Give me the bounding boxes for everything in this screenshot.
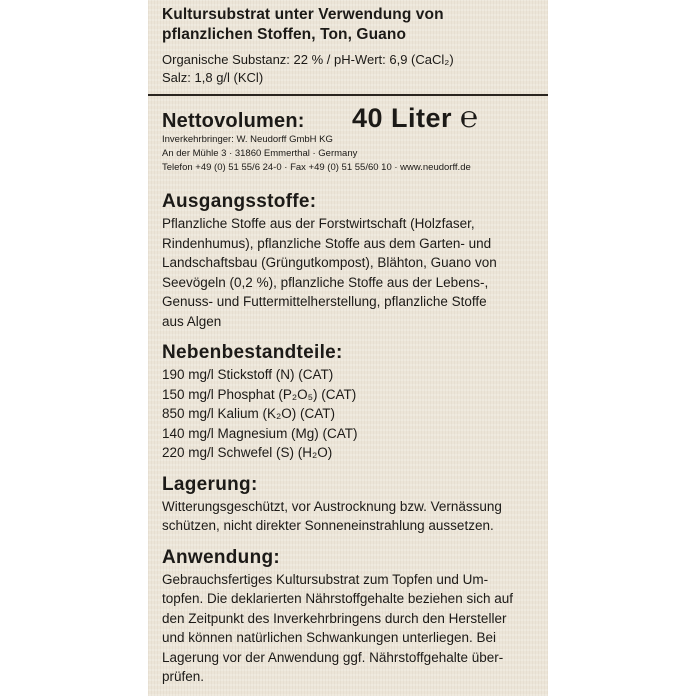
section-lagerung <box>162 473 542 536</box>
body-line: Seevögeln (0,2 %), pflanzliche Stoffe aus der Lebens-, <box>162 274 489 290</box>
body-line: aus Algen <box>162 313 222 329</box>
nutrient-line: 850 mg/l Kalium (K₂O) (CAT) <box>162 406 336 421</box>
body-line: schützen, nicht direkter Sonneneinstrahlung aussetzen. <box>162 518 494 533</box>
nutrient-line: 220 mg/l Schwefel (S) (H₂O) <box>162 445 333 460</box>
label-content <box>162 0 542 687</box>
manufacturer-line: Inverkehrbringer: W. Neudorff GmbH KG <box>162 134 333 145</box>
section-body <box>162 214 542 331</box>
section-heading: Anwendung: <box>162 546 281 568</box>
title-line: Kultursubstrat unter Verwendung von <box>162 6 444 23</box>
nutrient-line: 140 mg/l Magnesium (Mg) (CAT) <box>162 425 358 441</box>
body-line: Gebrauchsfertiges Kultursubstrat zum Topfen und Um- <box>162 571 489 587</box>
body-line: topfen. Die deklarierten Nährstoffgehalte beziehen sich auf <box>162 591 513 606</box>
manufacturer-line: Telefon +49 (0) 51 55/6 24-0 · Fax +49 (0) 51 55/60 10 · www.neudorff.de <box>162 162 471 173</box>
section-anwendung <box>162 546 542 687</box>
organic-substance-line: Organische Substanz: 22 % / pH-Wert: 6,9 (CaCl₂) <box>162 52 454 67</box>
section-body <box>162 365 542 463</box>
manufacturer-info <box>162 133 542 175</box>
section-heading: Ausgangsstoffe: <box>162 191 317 212</box>
body-line: Lagerung vor der Anwendung ggf. Nährstoffgehalte über- <box>162 649 504 665</box>
section-heading: Nebenbestandteile: <box>162 342 343 363</box>
section-heading: Lagerung: <box>162 473 258 495</box>
salt-line: Salz: 1,8 g/l (KCl) <box>162 70 264 85</box>
body-line: Witterungsgeschützt, vor Austrocknung bzw. Vernässung <box>162 498 502 514</box>
manufacturer-line: An der Mühle 3 · 31860 Emmerthal · Germany <box>162 148 358 159</box>
body-line: und können natürlichen Schwankungen unterliegen. Bei <box>162 630 496 645</box>
nutrient-line: 190 mg/l Stickstoff (N) (CAT) <box>162 367 334 382</box>
section-nebenbestandteile <box>162 341 542 463</box>
body-line: Rindenhumus), pflanzliche Stoffe aus dem Garten- und <box>162 235 492 251</box>
body-line: Landschaftsbau (Grüngutkompost), Blähton, Guano von <box>162 255 497 270</box>
nutrient-line: 150 mg/l Phosphat (P₂O₅) (CAT) <box>162 386 357 402</box>
body-line: prüfen. <box>162 669 205 684</box>
net-volume-label: Nettovolumen: <box>162 110 305 132</box>
section-body <box>162 570 542 687</box>
product-label <box>148 0 548 696</box>
section-ausgangsstoffe <box>162 190 542 331</box>
title-line: pflanzlichen Stoffen, Ton, Guano <box>162 26 407 43</box>
estimated-sign-icon: ℮ <box>460 101 479 134</box>
net-volume-value: 40 Liter <box>352 103 453 133</box>
product-properties <box>162 51 542 87</box>
body-line: den Zeitpunkt des Inverkehrbringens durch den Hersteller <box>162 610 507 626</box>
body-line: Genuss- und Futtermittelherstellung, pflanzliche Stoffe <box>162 294 487 309</box>
body-line: Pflanzliche Stoffe aus der Forstwirtschaft (Holzfaser, <box>162 216 475 231</box>
divider <box>148 94 548 96</box>
section-body <box>162 497 542 536</box>
net-volume-row <box>162 101 542 134</box>
product-title <box>162 5 542 45</box>
